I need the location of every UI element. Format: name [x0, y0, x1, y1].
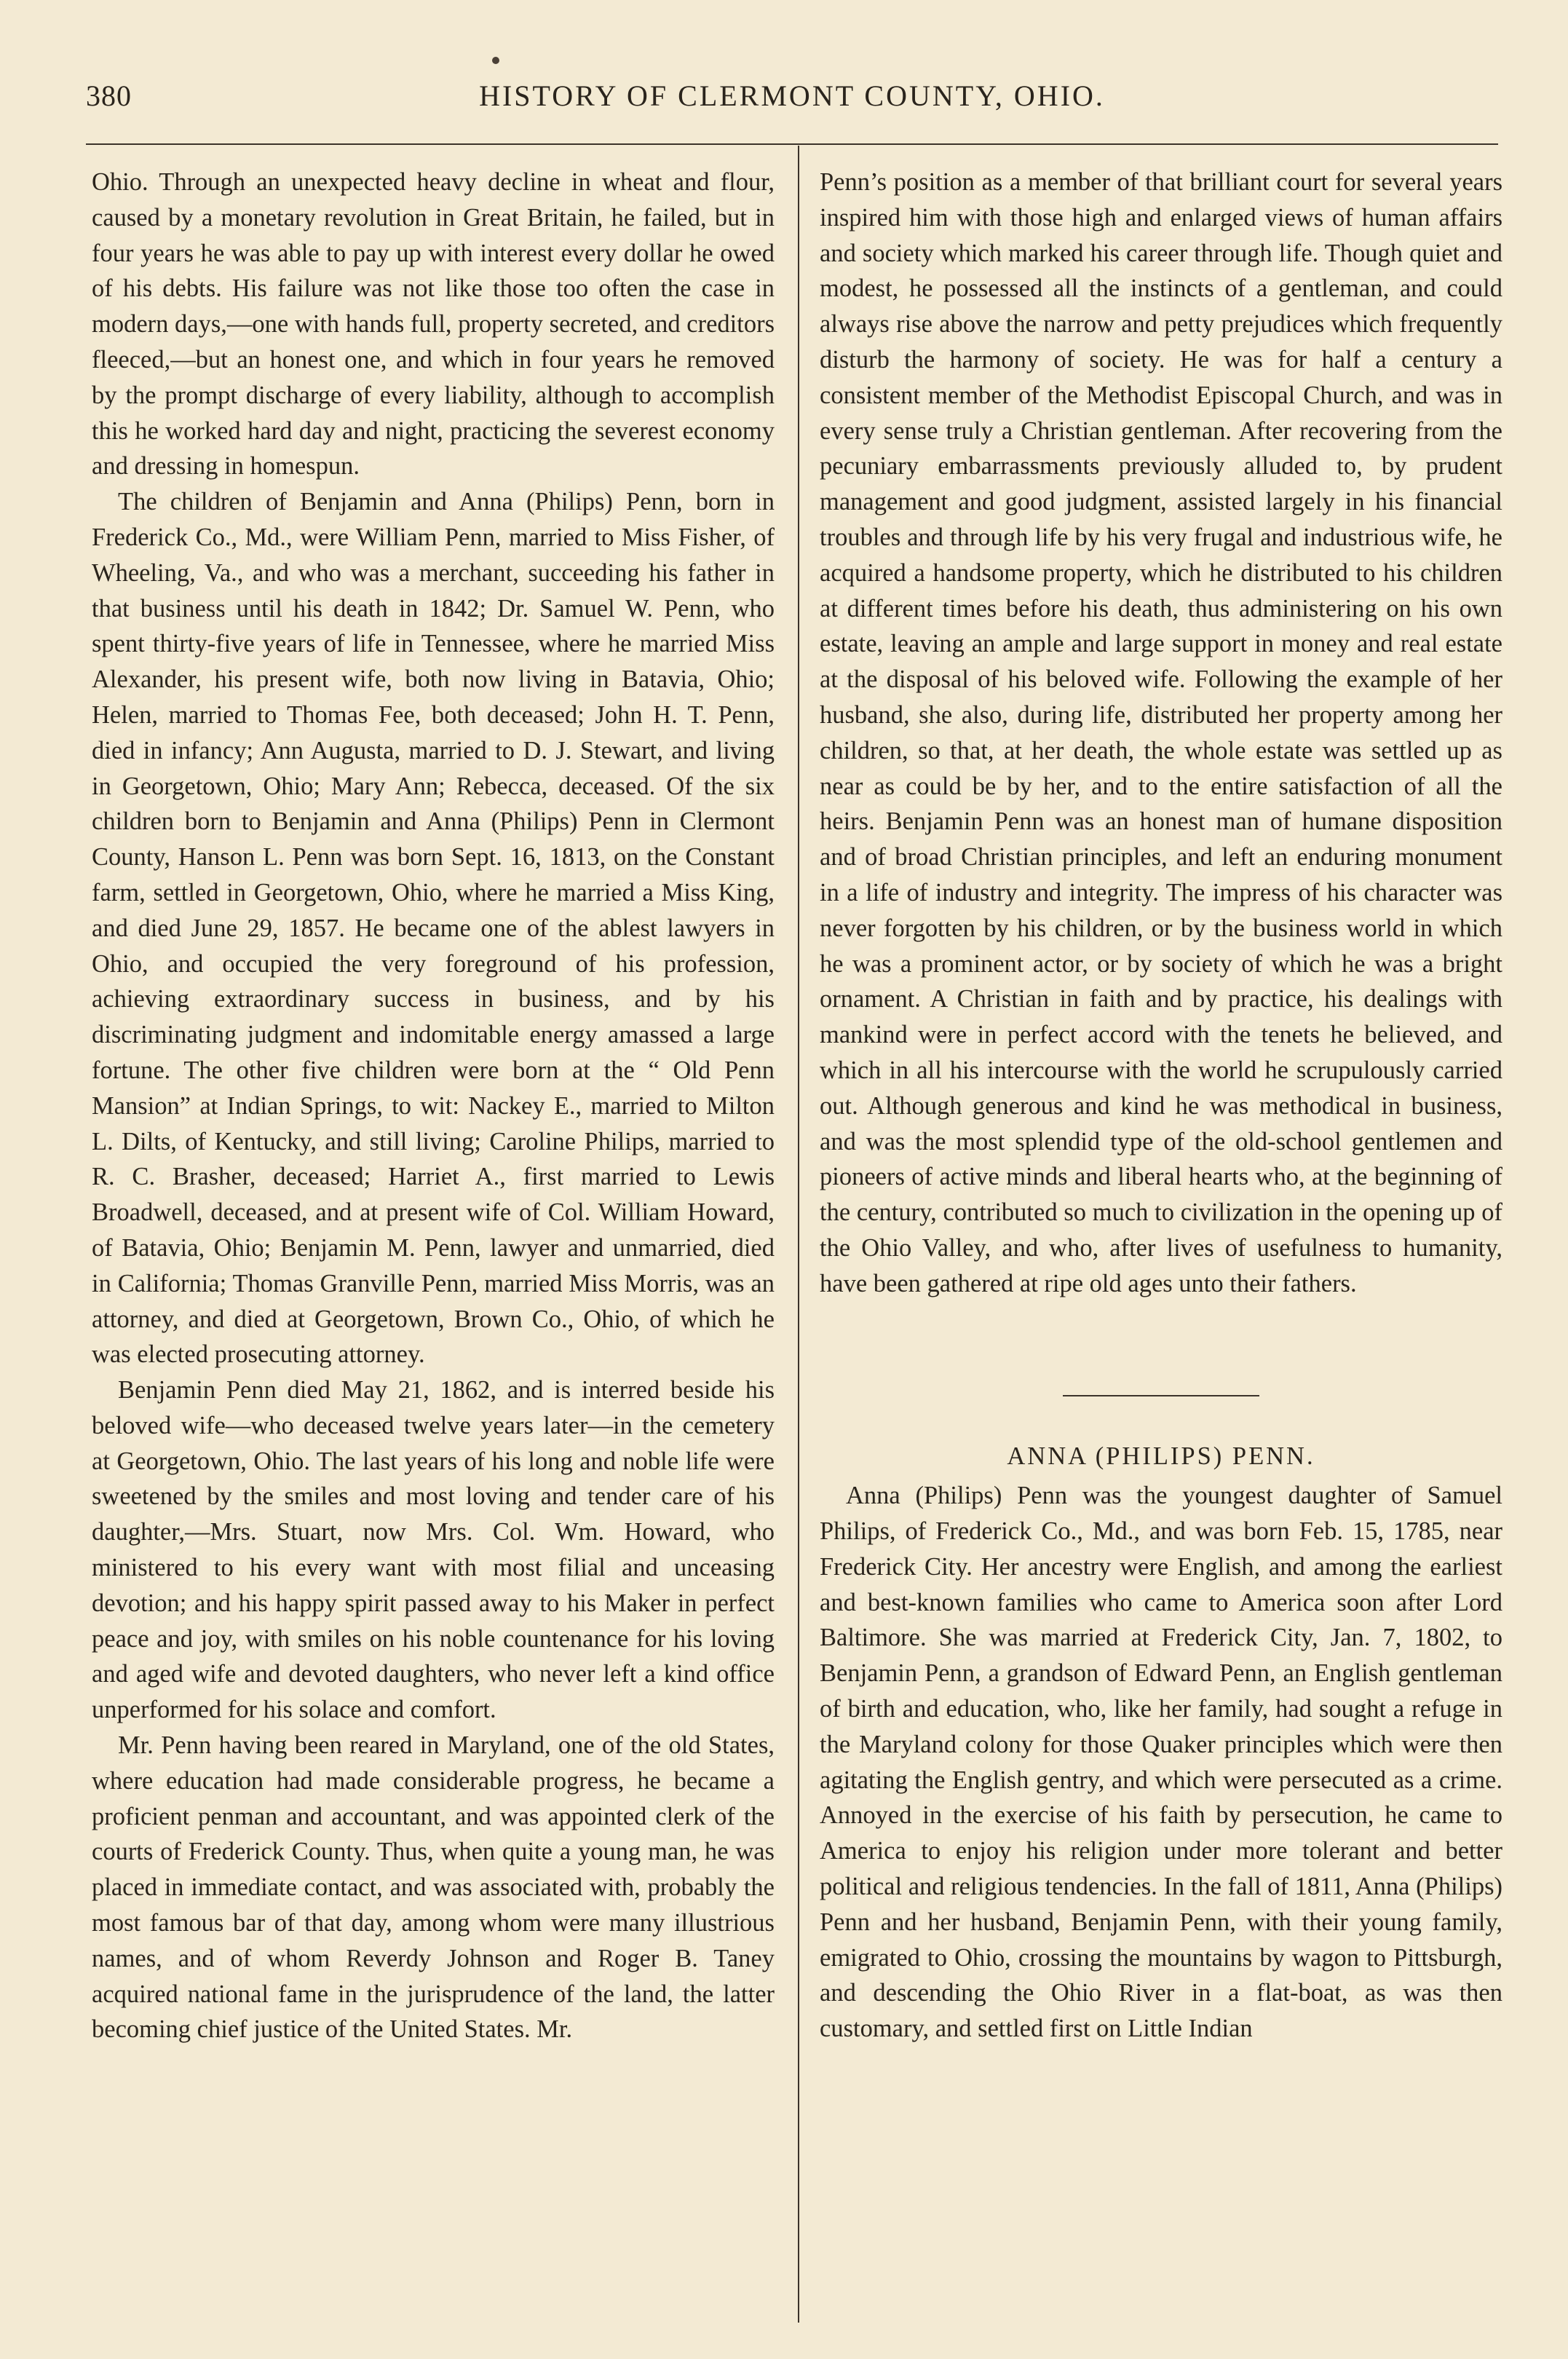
page-number: 380 [86, 79, 132, 112]
ink-dot [492, 57, 499, 64]
left-column [92, 165, 775, 2047]
running-title: HISTORY OF CLERMONT COUNTY, OHIO. [479, 79, 1105, 112]
paragraph: The children of Benjamin and Anna (Philips) Penn, born in Frederick Co., Md., were William Penn, married to Miss Fisher, of Wheeling, Va., and who was a merchant, succeeding his father in that business until his death in 1842; Dr. Samuel W. Penn, who spent thirty-five years of life in Tennessee, where he married Miss Alexander, his present wife, both now living in Batavia, Ohio; Helen, married to Thomas Fee, both deceased; John H. T. Penn, died in infancy; Ann Augusta, married to D. J. Stewart, and living in Georgetown, Ohio; Mary Ann; Rebecca, deceased. Of the six children born to Benjamin and Anna (Philips) Penn in Clermont County, Hanson L. Penn was born Sept. 16, 1813, on the Constant farm, settled in Georgetown, Ohio, where he married a Miss King, and died June 29, 1857. He became one of the ablest lawyers in Ohio, and occupied the very foreground of his profession, achieving extraordinary success in business, and by his discriminating judgment and indomitable energy amassed a large fortune. The other five children were born at the “ Old Penn Mansion” at Indian Springs, to wit: Nackey E., married to Milton L. Dilts, of Kentucky, and still living; Caroline Philips, married to R. C. Brasher, deceased; Harriet A., first married to Lewis Broadwell, deceased, and at present wife of Col. William Howard, of Batavia, Ohio; Benjamin M. Penn, lawyer and unmarried, died in California; Thomas Granville Penn, married Miss Morris, was an attorney, and died at Georgetown, Brown Co., Ohio, of which he was elected prosecuting attorney. [92, 488, 775, 1369]
section-heading: ANNA (PHILIPS) PENN. [1007, 1442, 1315, 1470]
header-rule [86, 143, 1498, 145]
section-rule [1063, 1395, 1259, 1396]
page-header [86, 79, 1498, 125]
paragraph: Ohio. Through an unexpected heavy decline in wheat and flour, caused by a monetary revolution in Great Britain, he failed, but in four years he was able to pay up with interest every dollar he owed of his debts. His failure was not like those too often the case in modern days,—one with hands full, property secreted, and creditors fleeced,—but an honest one, and which in four years he removed by the prompt discharge of every liability, although to accomplish this he worked hard day and night, practicing the severest economy and dressing in homespun. [92, 168, 775, 481]
paragraph: Mr. Penn having been reared in Maryland, one of the old States, where education had made considerable progress, he became a proficient penman and accountant, and was appointed clerk of the courts of Frederick County. Thus, when quite a young man, he was placed in immediate contact, and was associated with, probably the most famous bar of that day, among whom were many illustrious names, and of whom Reverdy Johnson and Roger B. Taney acquired national fame in the jurisprudence of the land, the latter becoming chief justice of the United States. Mr. [92, 1731, 775, 2044]
column-divider [798, 146, 799, 2323]
right-column [820, 165, 1502, 2047]
paragraph: Benjamin Penn died May 21, 1862, and is interred beside his beloved wife—who deceased twelve years later—in the cemetery at Georgetown, Ohio. The last years of his long and noble life were sweetened by the smiles and most loving and tender care of his daughter,—Mrs. Stuart, now Mrs. Col. Wm. Howard, who ministered to his every want with most filial and unceasing devotion; and his happy spirit passed away to his Maker in perfect peace and joy, with smiles on his noble countenance for his loving and aged wife and devoted daughters, who never left a kind office unperformed for his solace and comfort. [92, 1376, 775, 1724]
paragraph: Anna (Philips) Penn was the youngest daughter of Samuel Philips, of Frederick Co., Md., and was born Feb. 15, 1785, near Frederick City. Her ancestry were English, and among the earliest and best-known families who came to America soon after Lord Baltimore. She was married at Frederick City, Jan. 7, 1802, to Benjamin Penn, a grandson of Edward Penn, an English gentleman of birth and education, who, like her family, had sought a refuge in the Maryland colony for those Quaker principles which were then agitating the English gentry, and which were persecuted as a crime. Annoyed in the exercise of his faith by persecution, he came to America to enjoy his religion under more tolerant and better political and religious tendencies. In the fall of 1811, Anna (Philips) Penn and her husband, Benjamin Penn, with their young family, emigrated to Ohio, crossing the mountains by wagon to Pittsburgh, and descending the Ohio River in a flat-boat, as was then customary, and settled first on Little Indian [820, 1482, 1502, 2043]
paragraph: Penn’s position as a member of that brilliant court for several years inspired him with those high and enlarged views of human affairs and society which marked his career through life. Though quiet and modest, he possessed all the instincts of a gentleman, and could always rise above the narrow and petty prejudices which frequently disturb the harmony of society. He was for half a century a consistent member of the Methodist Episcopal Church, and was in every sense truly a Christian gentleman. After recovering from the pecuniary embarrassments previously alluded to, by prudent management and good judgment, assisted largely in his financial troubles and through life by his very frugal and industrious wife, he acquired a handsome property, which he distributed to his children at different times before his death, thus administering on his own estate, leaving an ample and large support in money and real estate at the disposal of his beloved wife. Following the example of her husband, she also, during life, distributed her property among her children, so that, at her death, the whole estate was settled up as near as could be by her, and to the entire satisfaction of all the heirs. Benjamin Penn was an honest man of humane disposition and of broad Christian principles, and left an enduring monument in a life of industry and integrity. The impress of his character was never forgotten by his children, or by the business world in which he was a prominent actor, or by society of which he was a bright ornament. A Christian in faith and by practice, his dealings with mankind were in perfect accord with the tenets he believed, and which in all his intercourse with the world he scrupulously carried out. Although generous and kind he was methodical in business, and was the most splendid type of the old-school gentlemen and pioneers of active minds and liberal hearts who, at the beginning of the century, contributed so much to civilization in the opening up of the Ohio Valley, and who, after lives of usefulness to humanity, have been gathered at ripe old ages unto their fathers. [820, 168, 1502, 1297]
